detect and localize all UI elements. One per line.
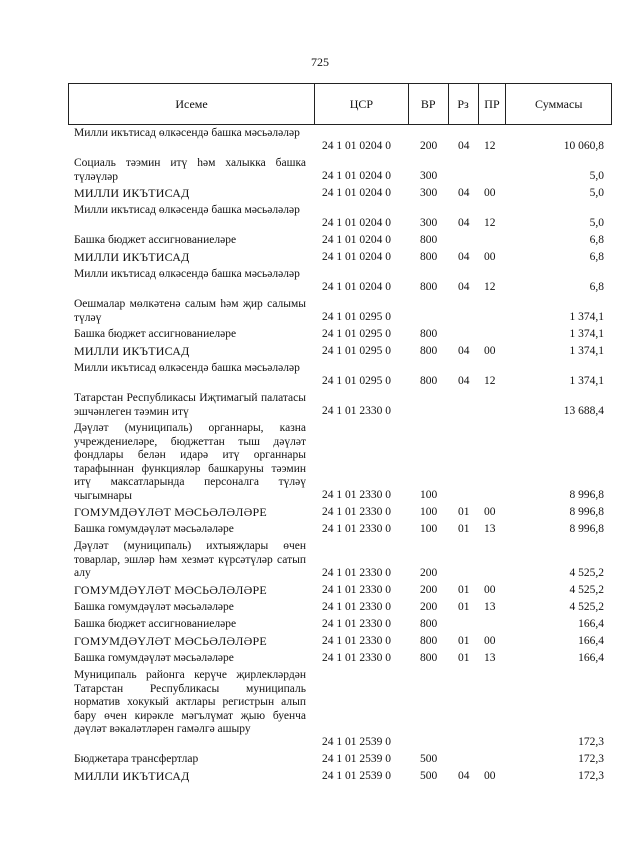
table-row <box>0 768 640 785</box>
table-row <box>0 390 640 420</box>
table-row <box>0 326 640 343</box>
row-rz: 01 <box>458 651 470 664</box>
row-vr: 200 <box>420 600 438 613</box>
row-sum: 4 525,2 <box>569 566 604 579</box>
row-pr: 12 <box>484 374 496 387</box>
row-csr: 24 1 01 0295 0 <box>322 374 391 387</box>
row-vr: 300 <box>420 186 438 199</box>
row-rz: 04 <box>458 186 470 199</box>
row-csr: 24 1 01 2330 0 <box>322 651 391 664</box>
row-pr: 00 <box>484 634 496 647</box>
row-name: МИЛЛИ ИКЪТИСАД <box>74 186 190 200</box>
row-name: ГОМУМДӘҮЛӘТ МӘСЬӘЛӘЛӘРЕ <box>74 634 267 648</box>
row-name: Башка гомумдәүләт мәсьәләләре <box>74 523 234 535</box>
row-sum: 1 374,1 <box>569 344 604 357</box>
row-pr: 00 <box>484 344 496 357</box>
row-pr: 00 <box>484 769 496 782</box>
row-rz: 04 <box>458 216 470 229</box>
row-sum: 1 374,1 <box>569 310 604 323</box>
row-name: Башка гомумдәүләт мәсьәләләре <box>74 652 234 664</box>
row-csr: 24 1 01 2330 0 <box>322 488 391 501</box>
row-csr: 24 1 01 2539 0 <box>322 735 391 748</box>
row-name: Милли икътисад өлкәсендә башка мәсьәләләр <box>74 268 300 280</box>
table-row <box>0 125 640 155</box>
header-pr: ПР <box>478 84 506 124</box>
row-rz: 01 <box>458 583 470 596</box>
row-pr: 12 <box>484 139 496 152</box>
row-vr: 800 <box>420 250 438 263</box>
row-csr: 24 1 01 0295 0 <box>322 344 391 357</box>
row-sum: 6,8 <box>589 250 604 263</box>
row-name: МИЛЛИ ИКЪТИСАД <box>74 250 190 264</box>
row-vr: 500 <box>420 752 438 765</box>
table-row <box>0 420 640 504</box>
row-pr: 00 <box>484 583 496 596</box>
row-sum: 6,8 <box>589 280 604 293</box>
row-sum: 172,3 <box>578 752 604 765</box>
table-row <box>0 185 640 202</box>
row-name: Башка бюджет ассигнованиеләре <box>74 234 237 246</box>
row-rz: 01 <box>458 634 470 647</box>
row-vr: 800 <box>420 344 438 357</box>
row-pr: 13 <box>484 522 496 535</box>
row-csr: 24 1 01 0204 0 <box>322 233 391 246</box>
page-number: 725 <box>311 55 329 69</box>
row-sum: 8 996,8 <box>569 522 604 535</box>
table-row <box>0 599 640 616</box>
row-vr: 800 <box>420 617 438 630</box>
row-sum: 172,3 <box>578 735 604 748</box>
table-row <box>0 249 640 266</box>
table-row <box>0 538 640 582</box>
table-row <box>0 650 640 667</box>
row-name: Бюджетара трансфертлар <box>74 753 199 765</box>
row-pr: 12 <box>484 280 496 293</box>
row-name: Башка гомумдәүләт мәсьәләләре <box>74 601 234 613</box>
row-csr: 24 1 01 2330 0 <box>322 583 391 596</box>
table-row <box>0 633 640 650</box>
row-name: ГОМУМДӘҮЛӘТ МӘСЬӘЛӘЛӘРЕ <box>74 583 267 597</box>
row-vr: 800 <box>420 280 438 293</box>
row-rz: 04 <box>458 769 470 782</box>
row-sum: 166,4 <box>578 651 604 664</box>
header-vr: ВР <box>408 84 448 124</box>
row-rz: 04 <box>458 280 470 293</box>
row-sum: 172,3 <box>578 769 604 782</box>
header-name: Исеме <box>175 96 208 111</box>
table-row <box>0 266 640 296</box>
row-csr: 24 1 01 0204 0 <box>322 186 391 199</box>
row-csr: 24 1 01 0204 0 <box>322 250 391 263</box>
row-csr: 24 1 01 2330 0 <box>322 566 391 579</box>
table-row <box>0 360 640 390</box>
row-csr: 24 1 01 0204 0 <box>322 139 391 152</box>
header-sum: Суммасы <box>505 84 611 124</box>
row-sum: 13 688,4 <box>563 404 604 417</box>
row-sum: 5,0 <box>589 169 604 182</box>
row-sum: 5,0 <box>589 216 604 229</box>
table-header <box>68 83 612 125</box>
row-name: ГОМУМДӘҮЛӘТ МӘСЬӘЛӘЛӘРЕ <box>74 505 267 519</box>
row-csr: 24 1 01 0295 0 <box>322 310 391 323</box>
row-csr: 24 1 01 2330 0 <box>322 522 391 535</box>
row-name: Башка бюджет ассигнованиеләре <box>74 328 237 340</box>
row-csr: 24 1 01 0204 0 <box>322 169 391 182</box>
row-vr: 800 <box>420 233 438 246</box>
row-vr: 300 <box>420 169 438 182</box>
row-sum: 5,0 <box>589 186 604 199</box>
table-row <box>0 202 640 232</box>
table-row <box>0 343 640 360</box>
row-vr: 200 <box>420 583 438 596</box>
row-name: Муниципаль районга керүче җирлекләрдән Татарстан Республикасы муниципаль норматив хокукый актлары регистрын алып бару өчен кирәкле мәгълүмат җыю буенча дәүләт вәкаләтләрен гамәлгә ашыру <box>74 669 306 735</box>
row-name: МИЛЛИ ИКЪТИСАД <box>74 769 190 783</box>
row-sum: 166,4 <box>578 617 604 630</box>
row-csr: 24 1 01 0204 0 <box>322 280 391 293</box>
table-row <box>0 751 640 768</box>
table-row <box>0 504 640 521</box>
table-row <box>0 296 640 326</box>
row-pr: 00 <box>484 505 496 518</box>
row-sum: 166,4 <box>578 634 604 647</box>
row-pr: 13 <box>484 600 496 613</box>
row-sum: 4 525,2 <box>569 583 604 596</box>
row-sum: 1 374,1 <box>569 374 604 387</box>
row-vr: 800 <box>420 374 438 387</box>
row-name: Оешмалар мөлкәтенә салым һәм җир салымы түләү <box>74 298 306 324</box>
row-name: Дәүләт (муниципаль) органнары, казна учреждениеләре, бюджеттан тыш дәүләт фондлары белән идарә итү органнары тарафыннан функцияләр башкаруны тәэмин итү максатларында персоналга түләү чыгымнары <box>74 422 306 502</box>
row-rz: 01 <box>458 505 470 518</box>
row-csr: 24 1 01 2330 0 <box>322 617 391 630</box>
row-name: Милли икътисад өлкәсендә башка мәсьәләләр <box>74 362 300 374</box>
row-name: Башка бюджет ассигнованиеләре <box>74 618 237 630</box>
row-sum: 10 060,8 <box>563 139 604 152</box>
row-name: Татарстан Республикасы Иҗтимагый палатасы эшчәнлеген тәэмин итү <box>74 392 306 418</box>
table-body <box>0 125 640 785</box>
row-name: Дәүләт (муниципаль) ихтыяҗлары өчен товарлар, эшләр һәм хезмәт күрсәтүләр сатып алу <box>74 540 306 579</box>
row-rz: 01 <box>458 522 470 535</box>
header-rz: Рз <box>448 84 478 124</box>
row-rz: 01 <box>458 600 470 613</box>
row-rz: 04 <box>458 139 470 152</box>
table-row <box>0 616 640 633</box>
row-rz: 04 <box>458 250 470 263</box>
row-vr: 200 <box>420 566 438 579</box>
row-vr: 800 <box>420 634 438 647</box>
row-csr: 24 1 01 2330 0 <box>322 404 391 417</box>
row-pr: 00 <box>484 250 496 263</box>
row-csr: 24 1 01 2330 0 <box>322 505 391 518</box>
row-vr: 800 <box>420 327 438 340</box>
table-row <box>0 521 640 538</box>
row-sum: 1 374,1 <box>569 327 604 340</box>
row-name: Социаль тәэмин итү һәм халыкка башка түләүләр <box>74 157 306 183</box>
row-pr: 12 <box>484 216 496 229</box>
row-vr: 500 <box>420 769 438 782</box>
row-vr: 800 <box>420 651 438 664</box>
table-row <box>0 155 640 185</box>
row-csr: 24 1 01 0204 0 <box>322 216 391 229</box>
row-sum: 6,8 <box>589 233 604 246</box>
header-csr: ЦСР <box>314 84 408 124</box>
row-rz: 04 <box>458 374 470 387</box>
row-name: МИЛЛИ ИКЪТИСАД <box>74 344 190 358</box>
row-name: Милли икътисад өлкәсендә башка мәсьәләләр <box>74 127 300 139</box>
row-vr: 200 <box>420 139 438 152</box>
row-csr: 24 1 01 2539 0 <box>322 752 391 765</box>
table-row <box>0 667 640 751</box>
row-vr: 100 <box>420 522 438 535</box>
row-csr: 24 1 01 0295 0 <box>322 327 391 340</box>
row-csr: 24 1 01 2539 0 <box>322 769 391 782</box>
table-row <box>0 232 640 249</box>
row-sum: 8 996,8 <box>569 505 604 518</box>
row-vr: 100 <box>420 488 438 501</box>
row-sum: 8 996,8 <box>569 488 604 501</box>
row-csr: 24 1 01 2330 0 <box>322 634 391 647</box>
row-csr: 24 1 01 2330 0 <box>322 600 391 613</box>
row-pr: 13 <box>484 651 496 664</box>
table-row <box>0 582 640 599</box>
row-rz: 04 <box>458 344 470 357</box>
row-vr: 300 <box>420 216 438 229</box>
row-sum: 4 525,2 <box>569 600 604 613</box>
row-vr: 100 <box>420 505 438 518</box>
row-name: Милли икътисад өлкәсендә башка мәсьәләләр <box>74 204 300 216</box>
row-pr: 00 <box>484 186 496 199</box>
